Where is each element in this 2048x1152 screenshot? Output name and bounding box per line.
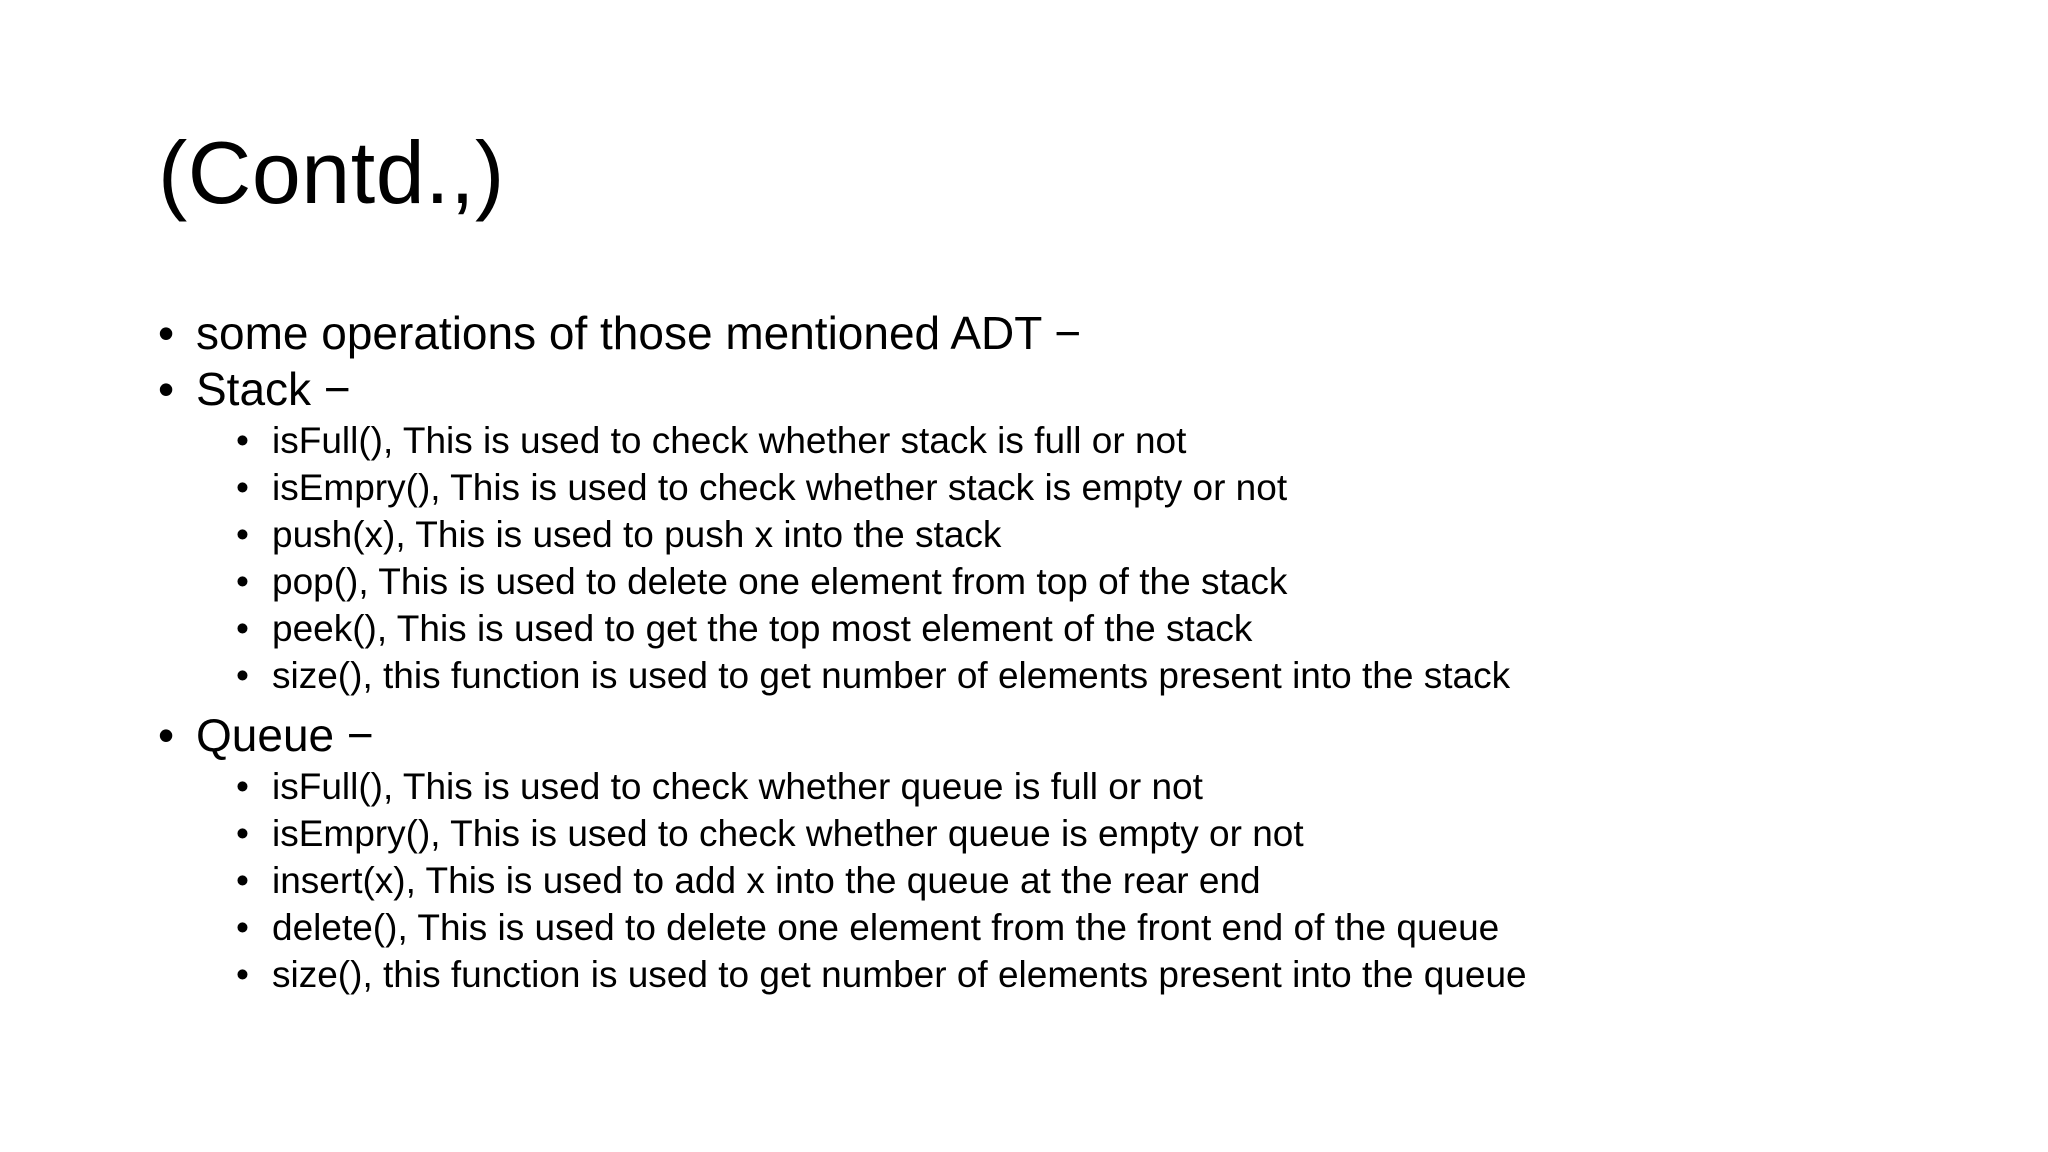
list-item-text: delete(), This is used to delete one element from the front end of the queue (272, 907, 1500, 948)
bullet-text: some operations of those mentioned ADT − (196, 307, 1082, 359)
bullet-icon: • (158, 363, 175, 415)
list-item-text: size(), this function is used to get number of elements present into the queue (272, 954, 1527, 995)
list-item (236, 763, 1958, 810)
bullet-icon: • (236, 813, 249, 854)
bullet-icon: • (236, 907, 249, 948)
bullet-icon: • (236, 467, 249, 508)
stack-heading: Stack − (196, 363, 351, 415)
list-item (236, 652, 1958, 699)
list-item (236, 904, 1958, 951)
slide-title: (Contd.,) (158, 123, 505, 222)
list-item-text: isEmpry(), This is used to check whether stack is empty or not (272, 467, 1288, 508)
bullet-icon: • (236, 766, 249, 807)
queue-heading: Queue − (196, 709, 374, 761)
list-item (236, 857, 1958, 904)
list-item (236, 951, 1958, 998)
bullet-icon: • (236, 420, 249, 461)
bullet-item-queue (158, 707, 1958, 998)
bullet-item-stack (158, 361, 1958, 699)
bullet-icon: • (236, 954, 249, 995)
stack-operations-list (236, 417, 1958, 699)
list-item-text: isFull(), This is used to check whether queue is full or not (272, 766, 1203, 807)
list-item (236, 605, 1958, 652)
bullet-icon: • (236, 860, 249, 901)
bullet-icon: • (158, 709, 175, 761)
list-item (236, 417, 1958, 464)
list-item (236, 558, 1958, 605)
bullet-icon: • (236, 608, 249, 649)
list-item-text: insert(x), This is used to add x into the queue at the rear end (272, 860, 1261, 901)
queue-operations-list (236, 763, 1958, 998)
bullet-icon: • (236, 514, 249, 555)
slide-content (158, 305, 1958, 998)
list-item-text: peek(), This is used to get the top most element of the stack (272, 608, 1253, 649)
list-item (236, 511, 1958, 558)
list-item-text: isFull(), This is used to check whether stack is full or not (272, 420, 1187, 461)
list-item-text: size(), this function is used to get number of elements present into the stack (272, 655, 1511, 696)
list-item-text: push(x), This is used to push x into the stack (272, 514, 1002, 555)
bullet-list (158, 305, 1958, 998)
bullet-icon: • (236, 655, 249, 696)
list-item (236, 464, 1958, 511)
bullet-icon: • (158, 307, 175, 359)
bullet-item-intro (158, 305, 1958, 361)
bullet-icon: • (236, 561, 249, 602)
list-item-text: pop(), This is used to delete one element from top of the stack (272, 561, 1288, 602)
list-item (236, 810, 1958, 857)
list-item-text: isEmpry(), This is used to check whether queue is empty or not (272, 813, 1304, 854)
